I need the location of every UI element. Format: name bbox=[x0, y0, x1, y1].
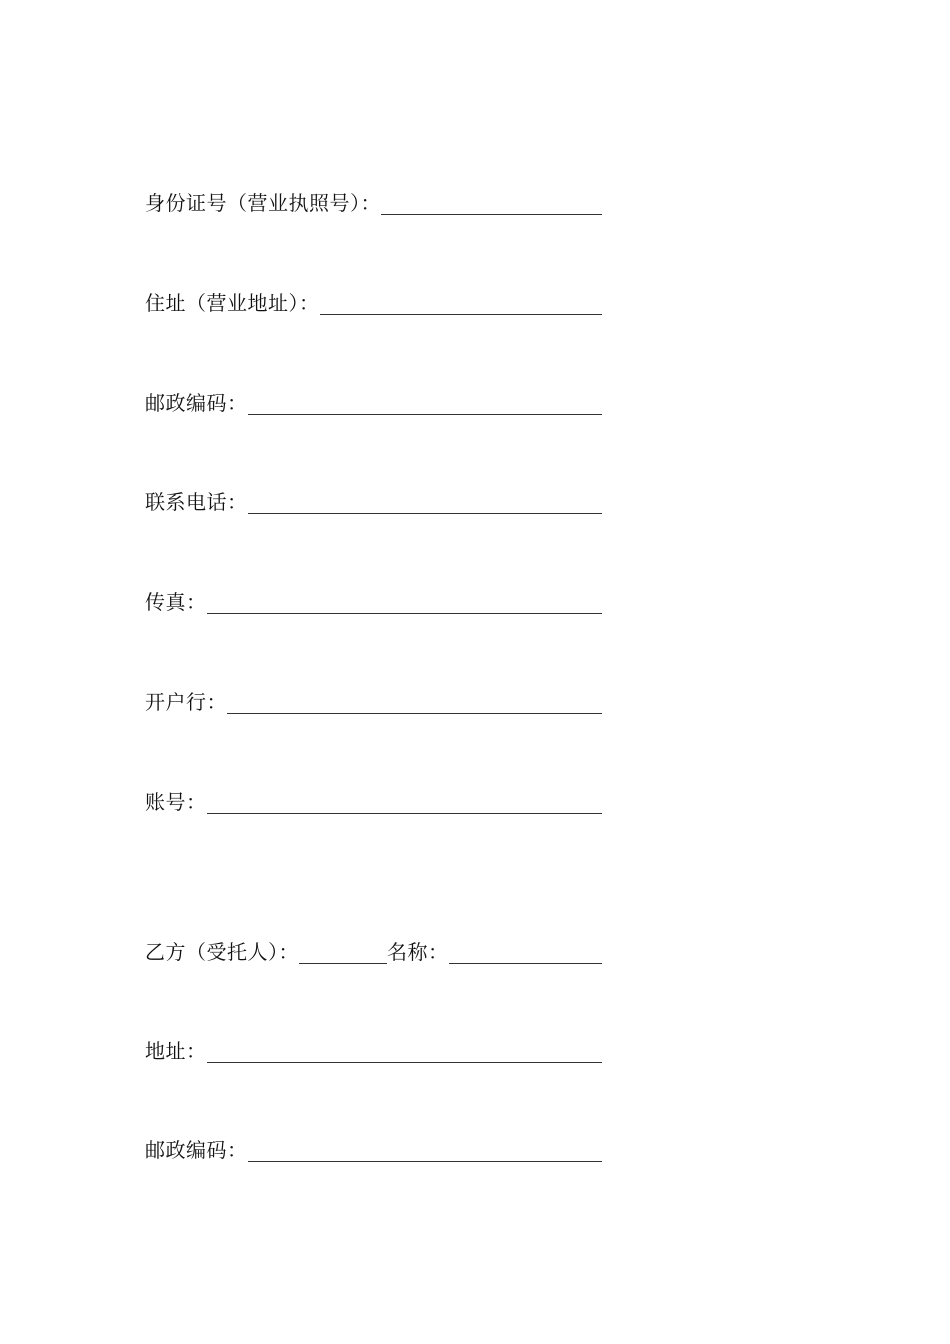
party-b-name-label: 名称： bbox=[387, 940, 449, 964]
party-b-address-row bbox=[145, 1033, 602, 1063]
id-number-row bbox=[145, 185, 602, 215]
phone-label: 联系电话： bbox=[145, 490, 248, 514]
party-b-postal-row bbox=[145, 1132, 602, 1162]
party-b-name-blank[interactable] bbox=[449, 963, 603, 964]
id-number-label: 身份证号（营业执照号）： bbox=[145, 191, 381, 215]
account-row bbox=[145, 784, 602, 814]
account-blank[interactable] bbox=[207, 813, 603, 814]
party-b-row bbox=[145, 934, 602, 964]
address-row bbox=[145, 285, 602, 315]
party-b-address-blank[interactable] bbox=[207, 1062, 603, 1063]
phone-blank[interactable] bbox=[248, 513, 603, 514]
postal-code-label: 邮政编码： bbox=[145, 391, 248, 415]
address-blank[interactable] bbox=[320, 314, 603, 315]
party-b-postal-label: 邮政编码： bbox=[145, 1138, 248, 1162]
party-b-postal-blank[interactable] bbox=[248, 1161, 603, 1162]
bank-label: 开户行： bbox=[145, 690, 227, 714]
fax-label: 传真： bbox=[145, 590, 207, 614]
address-label: 住址（营业地址）： bbox=[145, 291, 320, 315]
fax-row bbox=[145, 584, 602, 614]
bank-blank[interactable] bbox=[227, 713, 602, 714]
phone-row bbox=[145, 484, 602, 514]
postal-code-row bbox=[145, 385, 602, 415]
party-b-label: 乙方（受托人）： bbox=[145, 940, 299, 964]
party-b-blank[interactable] bbox=[299, 963, 387, 964]
party-b-address-label: 地址： bbox=[145, 1039, 207, 1063]
bank-row bbox=[145, 684, 602, 714]
fax-blank[interactable] bbox=[207, 613, 603, 614]
id-number-blank[interactable] bbox=[381, 214, 602, 215]
account-label: 账号： bbox=[145, 790, 207, 814]
postal-code-blank[interactable] bbox=[248, 414, 603, 415]
